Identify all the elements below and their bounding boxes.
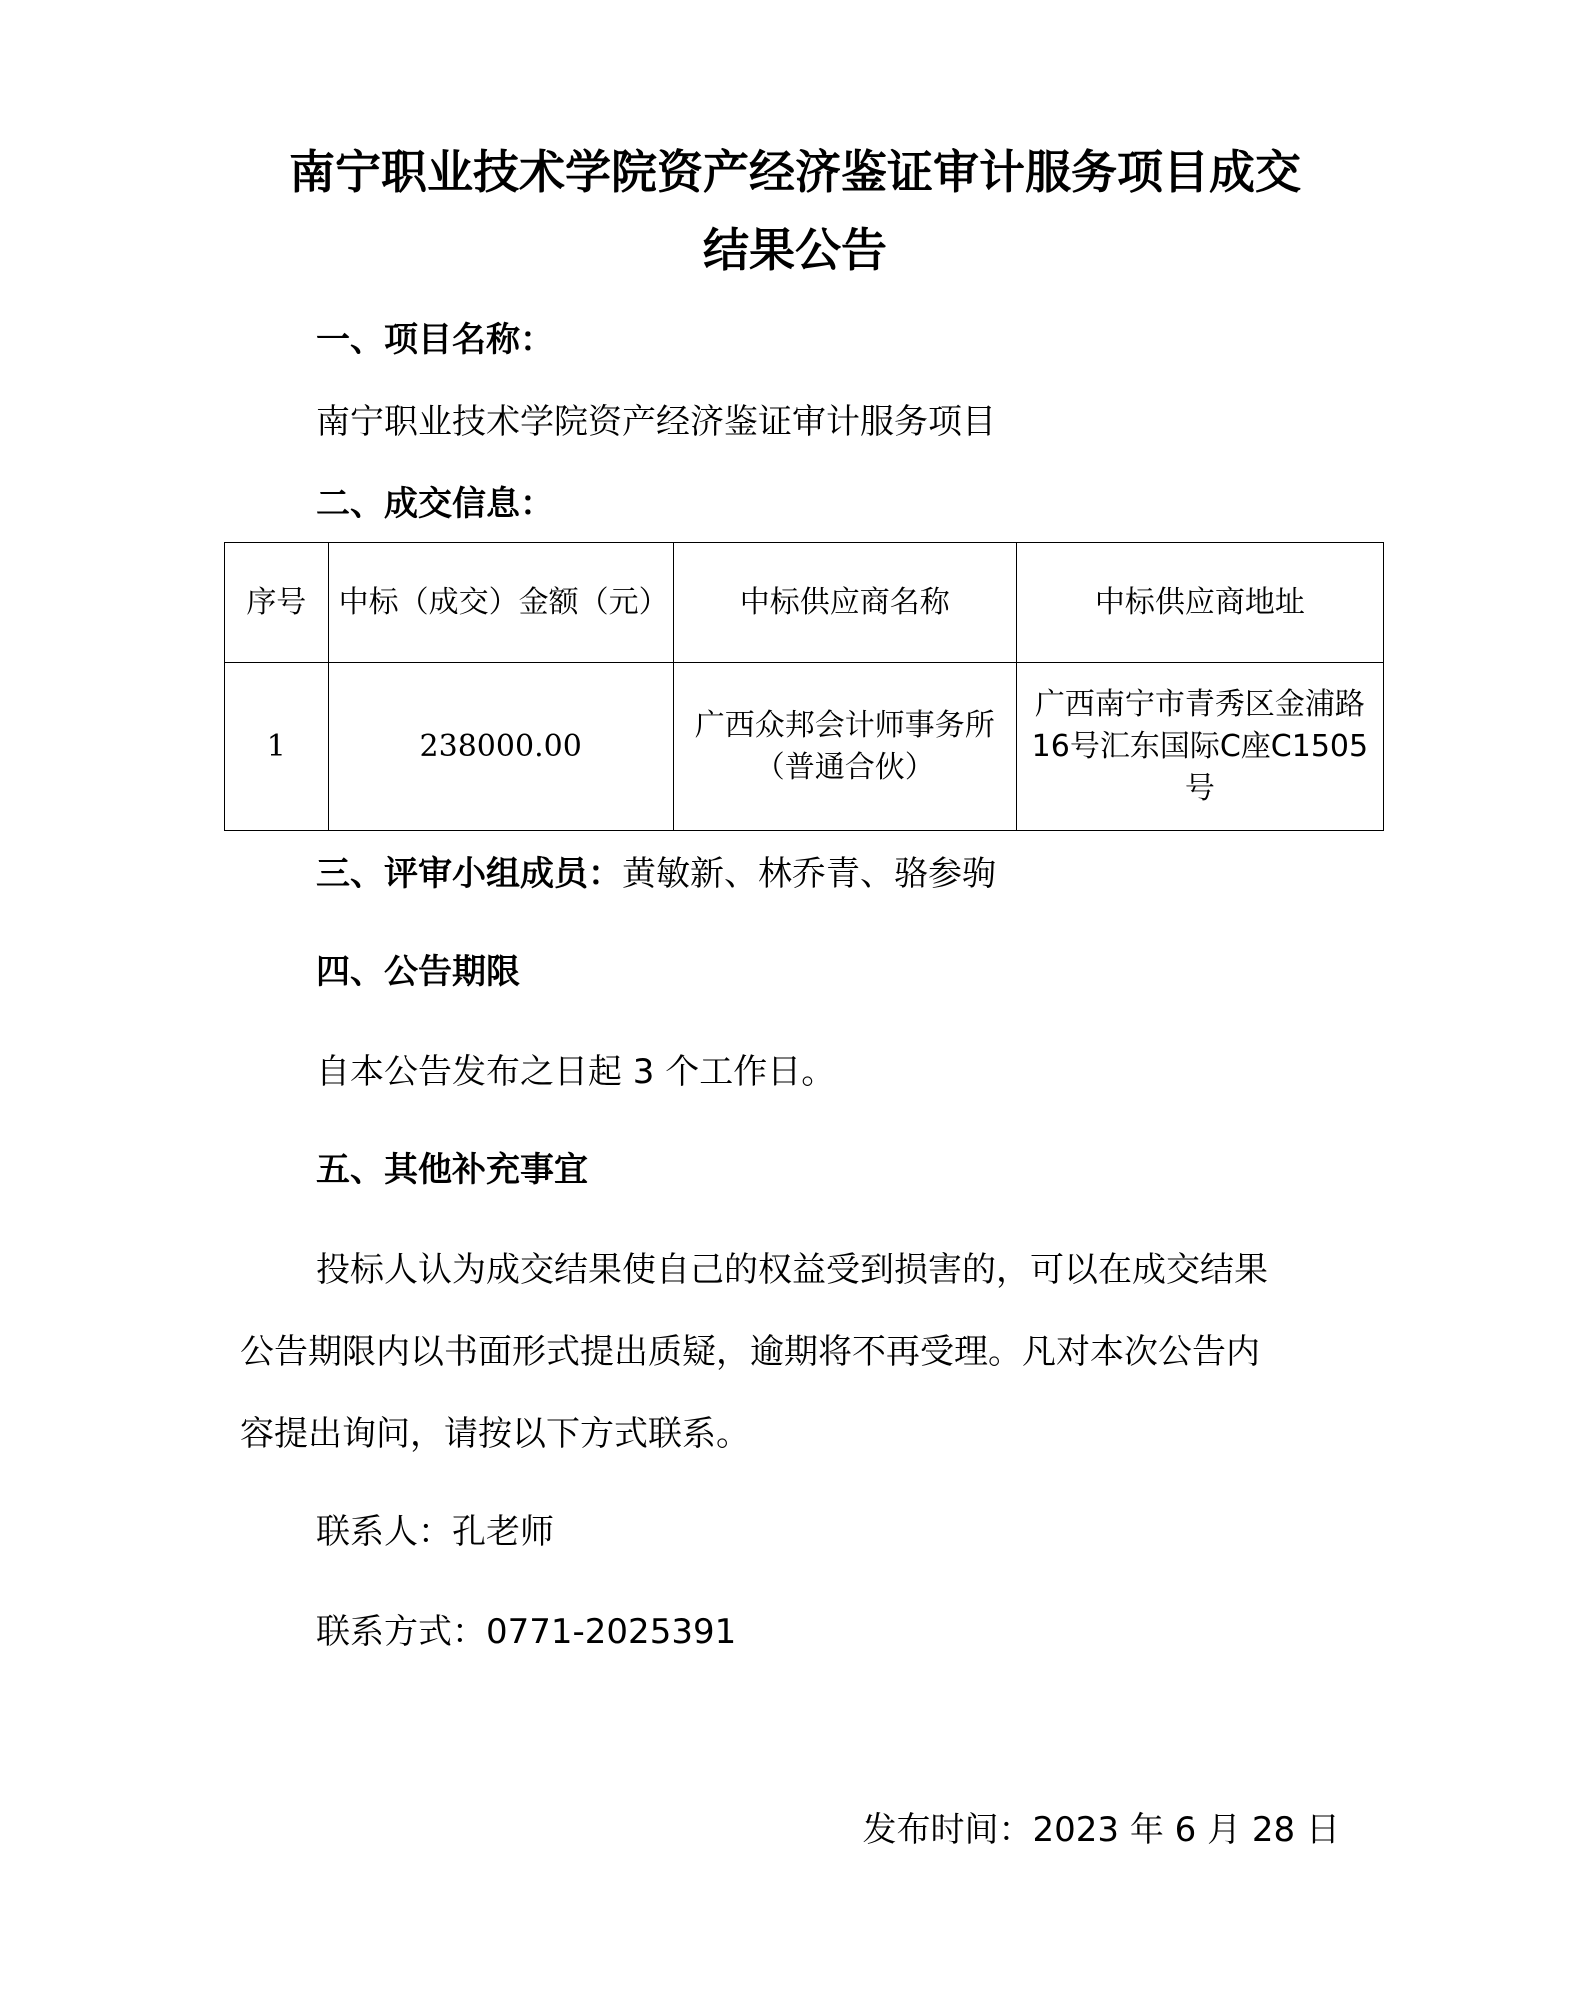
header-index: 序号: [225, 543, 329, 663]
cell-amount: 238000.00: [328, 663, 673, 831]
section1-heading: 一、项目名称：: [316, 320, 554, 360]
document-title-line1: 南宁职业技术学院资产经济鉴证审计服务项目成交: [289, 145, 1301, 199]
cell-index: 1: [225, 663, 329, 831]
section5-heading: 五、其他补充事宜: [316, 1150, 588, 1190]
paragraph-line-3: 容提出询问，请按以下方式联系。: [240, 1414, 750, 1454]
document-title-line2: 结果公告: [703, 223, 887, 277]
section3-heading: 三、评审小组成员：: [316, 854, 622, 894]
section2-heading: 二、成交信息：: [316, 484, 554, 524]
header-amount: 中标（成交）金额（元）: [328, 543, 673, 663]
result-table: [224, 542, 1384, 831]
header-supplier-name: 中标供应商名称: [673, 543, 1016, 663]
paragraph-line-2: 公告期限内以书面形式提出质疑，逾期将不再受理。凡对本次公告内: [240, 1332, 1260, 1372]
project-name: 南宁职业技术学院资产经济鉴证审计服务项目: [316, 402, 996, 442]
publish-date: 发布时间：2023 年 6 月 28 日: [862, 1810, 1340, 1850]
contact-phone: 联系方式：0771-2025391: [316, 1612, 737, 1652]
table-row: [225, 663, 1384, 831]
panel-members: 黄敏新、林乔青、骆参驹: [622, 854, 996, 894]
header-supplier-address: 中标供应商地址: [1016, 543, 1383, 663]
section3-line: [316, 852, 996, 896]
table-header-row: [225, 543, 1384, 663]
notice-period: 自本公告发布之日起 3 个工作日。: [316, 1052, 836, 1092]
paragraph-line-1: 投标人认为成交结果使自己的权益受到损害的，可以在成交结果: [316, 1250, 1268, 1290]
cell-supplier-address: 广西南宁市青秀区金浦路16号汇东国际C座C1505号: [1016, 663, 1383, 831]
contact-person: 联系人：孔老师: [316, 1512, 554, 1552]
section4-heading: 四、公告期限: [316, 952, 520, 992]
cell-supplier-name: 广西众邦会计师事务所（普通合伙）: [673, 663, 1016, 831]
